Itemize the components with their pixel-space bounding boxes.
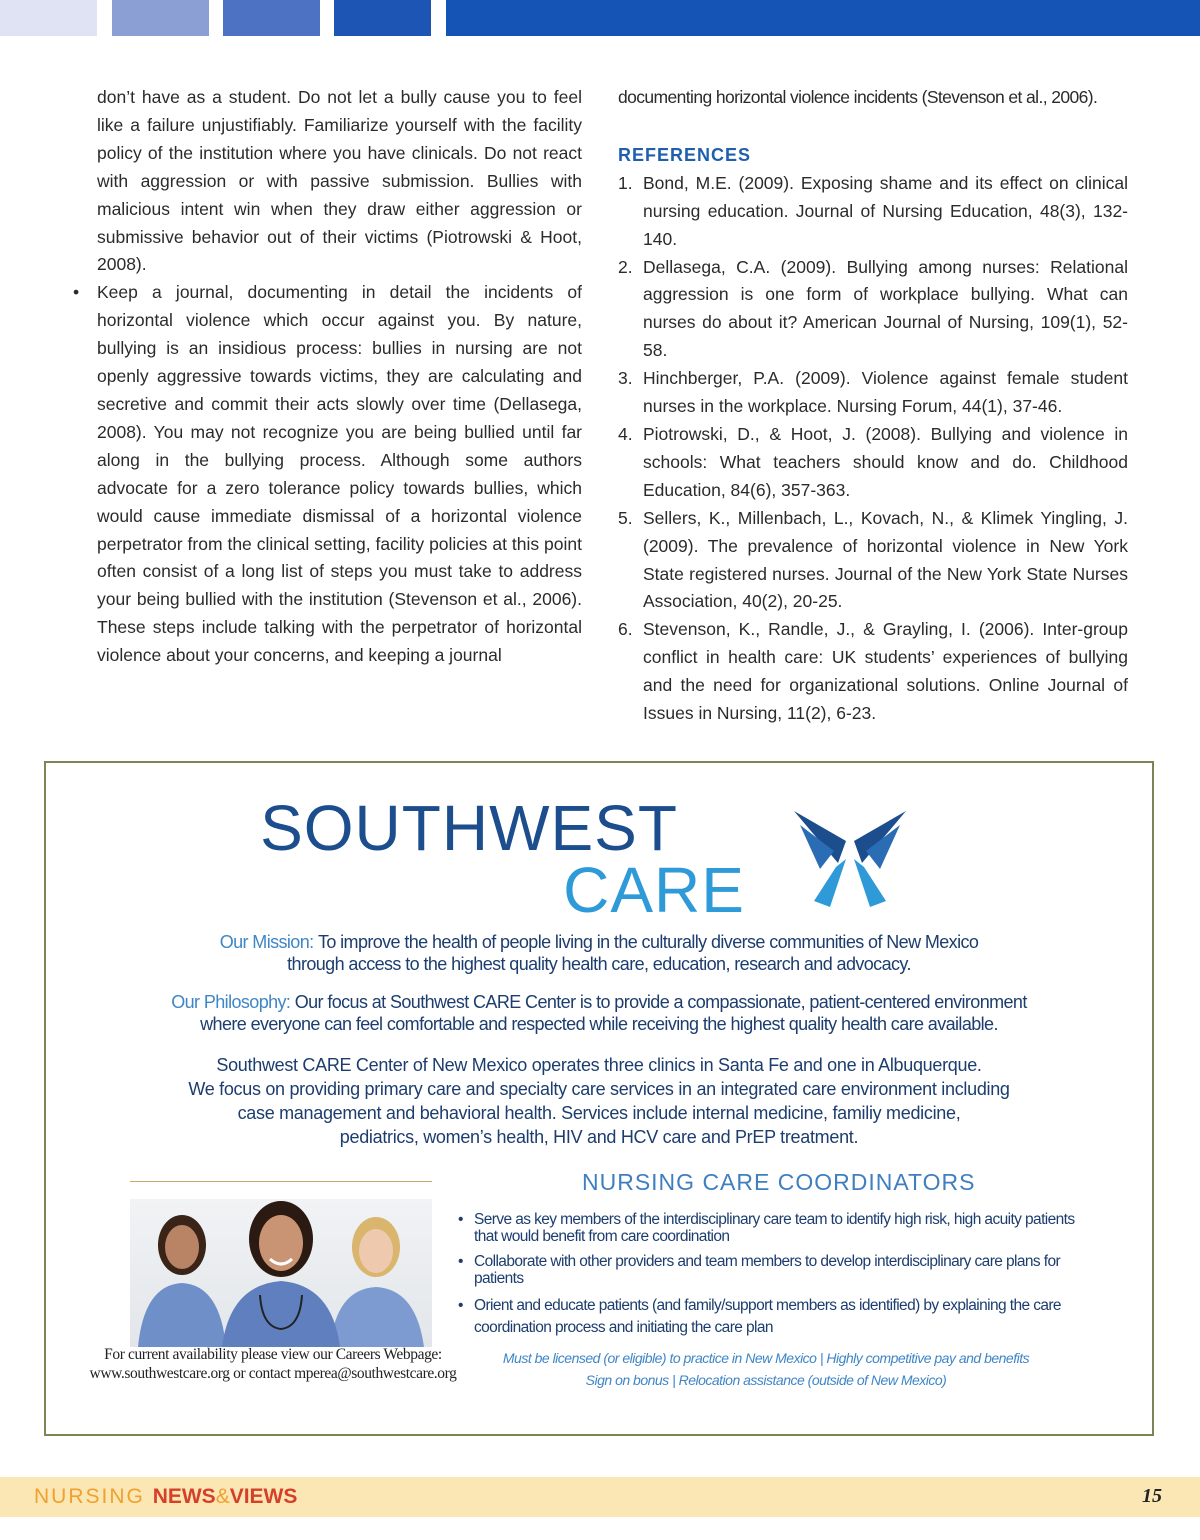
top-bar-block-4: [334, 0, 431, 36]
logo-text-care: CARE: [563, 854, 745, 926]
reference-number: 2.: [618, 256, 633, 277]
reference-number: 4.: [618, 423, 633, 444]
duty-bullet: •: [458, 1211, 463, 1228]
duty-item: [458, 1253, 1098, 1287]
mission-text-1: To improve the health of people living in the culturally diverse communities of New Mexico: [317, 932, 979, 952]
nurses-photo: [130, 1199, 432, 1347]
reference-number: 3.: [618, 368, 633, 389]
bullet-item-journal: [73, 279, 582, 670]
butterfly-logo-icon: [790, 803, 910, 913]
reference-text: Sellers, K., Millenbach, L., Kovach, N., & Klimek Yingling, J. (2009). The prevalence of horizontal violence in New York State registered nurses. Journal of the New York State Nurses Association, 40(2), 20-25.: [643, 507, 1128, 612]
perks: [446, 1347, 1086, 1391]
reference-number: 5.: [618, 507, 633, 528]
reference-number: 6.: [618, 619, 633, 640]
bullet-text: Keep a journal, documenting in detail the incidents of horizontal violence which occur against you. By nature, bullying is an insidious process: bullies in nursing are not openly aggressive towards victims, they are calculating and secretive and commit their acts slowly over time (Dellasega, 2008). You may not recognize you are being bullied until far along in the bullying process. Although some authors advocate for a zero tolerance policy towards bullies, which would cause immediate dismissal of a horizontal violence perpetrator from the clinical setting, facility policies at this point often consist of a long list of steps you must take to address your being bullied with the institution (Stevenson et al., 2006). These steps include talking with the perpetrator of horizontal violence about your concerns, and keeping a journal: [97, 282, 582, 666]
perks-line-1: Must be licensed (or eligible) to practice in New Mexico | Highly competitive pay and benefits: [502, 1350, 1030, 1366]
left-column: [73, 84, 582, 670]
duty-text: Collaborate with other providers and team members to develop interdisciplinary care plans for patients: [474, 1253, 1061, 1287]
paragraph-continued: don’t have as a student. Do not let a bully cause you to feel like a failure unjustifiably. Familiarize yourself with the facility policy of the institution where you have clinicals. Do not react with aggression or with passive submission. Bullies with malicious intent win when they draw either aggression or submissive behavior out of their victims (Piotrowski & Hoot, 2008).: [97, 87, 582, 275]
brand-news: NEWS: [152, 1485, 216, 1508]
bullet-dot: •: [73, 282, 80, 303]
duty-bullet: •: [458, 1297, 463, 1314]
brand-amp: &: [215, 1485, 230, 1508]
right-column: [618, 84, 1128, 728]
top-bar-block-3: [223, 0, 320, 36]
reference-text: Hinchberger, P.A. (2009). Violence against female student nurses in the workplace. Nursing Forum, 44(1), 37-46.: [643, 368, 1128, 417]
philosophy-statement: [46, 991, 1152, 1035]
reference-item: [618, 170, 1128, 254]
reference-number: 1.: [618, 172, 633, 193]
page-number: 15: [1142, 1485, 1162, 1507]
publication-name: [34, 1485, 297, 1509]
reference-text: Stevenson, K., Randle, J., & Grayling, I. (2006). Inter-group conflict in health care: UK students’ experiences of bullying and the need for organizational solutions. Online Journal of Issues in Nursing, 11(2), 6-23.: [643, 619, 1128, 724]
about-line: case management and behavioral health. Services include internal medicine, familiy medicine,: [237, 1103, 961, 1123]
references-list: [618, 170, 1128, 728]
logo-text-southwest: SOUTHWEST: [260, 792, 678, 864]
nurses-illustration: [130, 1199, 432, 1347]
divider-line: [130, 1181, 432, 1182]
duty-text: Orient and educate patients (and family/support members as identified) by explaining the care coordination process and initiating the care plan: [474, 1297, 1061, 1336]
about-line: Southwest CARE Center of New Mexico operates three clinics in Santa Fe and one in Albuquerque.: [216, 1055, 982, 1075]
contact-line-2: www.southwestcare.org or contact mperea@southwestcare.org: [89, 1365, 457, 1382]
about-line: pediatrics, women’s health, HIV and HCV care and PrEP treatment.: [339, 1127, 859, 1147]
top-bar-block-5: [446, 0, 1200, 36]
duty-text: Serve as key members of the interdisciplinary care team to identify high risk, high acuity patients that would benefit from care coordination: [474, 1211, 1075, 1245]
contact-info: [68, 1345, 478, 1383]
reference-item: [618, 365, 1128, 421]
reference-item: [618, 505, 1128, 617]
mission-label: Our Mission:: [219, 932, 314, 952]
top-bar-block-1: [0, 0, 97, 36]
perks-line-2: Sign on bonus | Relocation assistance (outside of New Mexico): [585, 1372, 947, 1388]
brand-views: VIEWS: [229, 1485, 298, 1508]
contact-line-1: For current availability please view our Careers Webpage:: [104, 1346, 442, 1363]
job-title: NURSING CARE COORDINATORS: [582, 1169, 976, 1195]
mission-text-2: through access to the highest quality health care, education, research and advocacy.: [287, 954, 911, 974]
duty-item: [458, 1295, 1098, 1339]
paragraph-continuation: documenting horizontal violence incidents (Stevenson et al., 2006).: [618, 87, 1098, 107]
bullet-block: [73, 84, 582, 670]
footer-bar: [0, 1477, 1200, 1517]
philosophy-text-1: Our focus at Southwest CARE Center is to provide a compassionate, patient-centered environment: [294, 992, 1027, 1012]
reference-text: Piotrowski, D., & Hoot, J. (2008). Bullying and violence in schools: What teachers should know and do. Childhood Education, 84(6), 357-363.: [643, 423, 1128, 500]
reference-text: Bond, M.E. (2009). Exposing shame and its effect on clinical nursing education. Journal of Nursing Education, 48(3), 132-140.: [643, 172, 1128, 249]
references-heading: REFERENCES: [618, 144, 752, 165]
reference-item: [618, 254, 1128, 366]
about-clinic: [46, 1053, 1152, 1149]
duty-bullet: •: [458, 1253, 463, 1270]
duty-item: [458, 1211, 1098, 1245]
philosophy-text-2: where everyone can feel comfortable and respected while receiving the highest quality health care available.: [200, 1014, 998, 1034]
duties-list: [458, 1211, 1098, 1347]
mission-statement: [46, 931, 1152, 975]
brand-nursing: NURSING: [34, 1485, 153, 1508]
reference-text: Dellasega, C.A. (2009). Bullying among nurses: Relational aggression is one form of workplace bullying. What can nurses do about it? American Journal of Nursing, 109(1), 52-58.: [643, 256, 1128, 361]
top-bar-block-2: [112, 0, 209, 36]
philosophy-label: Our Philosophy:: [171, 992, 291, 1012]
reference-item: [618, 421, 1128, 505]
reference-item: [618, 616, 1128, 728]
southwest-care-ad: [44, 761, 1154, 1436]
about-line: We focus on providing primary care and specialty care services in an integrated care environment including: [188, 1079, 1010, 1099]
